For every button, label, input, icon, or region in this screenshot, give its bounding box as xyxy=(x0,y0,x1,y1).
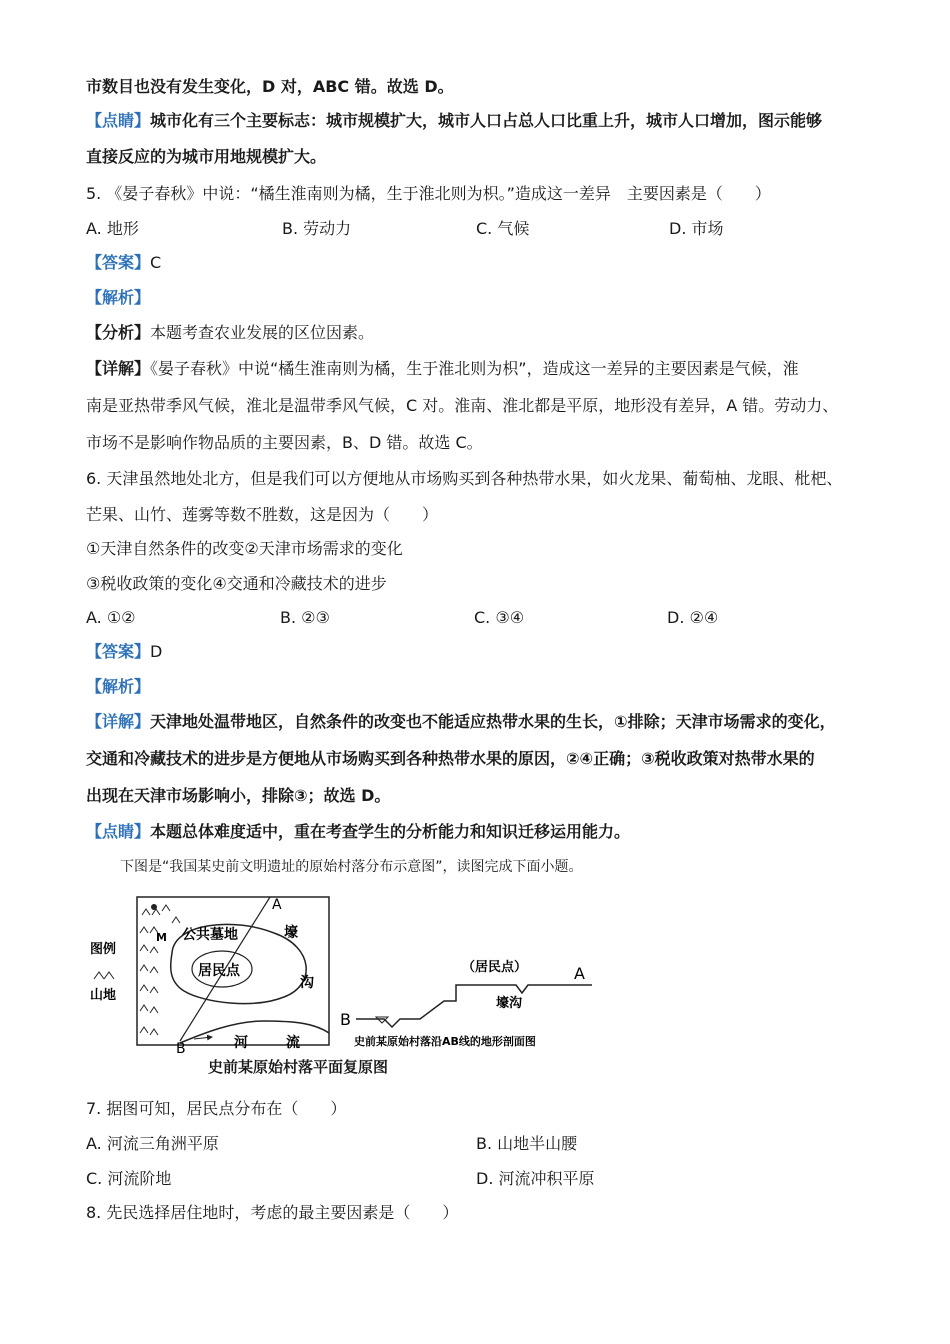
q5-fenxi xyxy=(86,322,374,344)
label-river-1: 河 xyxy=(234,1035,248,1051)
q6-answer xyxy=(86,641,162,663)
tag-detail: 【详解】 xyxy=(86,712,151,731)
tag-answer: 【答案】 xyxy=(86,253,151,272)
detail-text: 天津地处温带地区，自然条件的改变也不能适应热带水果的生长，①排除；天津市场需求的变化， xyxy=(150,712,836,731)
q6-option-b: B. ②③ xyxy=(280,608,330,627)
question-6: 6. 天津虽然地处北方，但是我们可以方便地从市场购买到各种热带水果，如火龙果、葡萄柚、龙眼、枇杷、 xyxy=(86,469,843,488)
q6-option-c: C. ③④ xyxy=(474,608,525,627)
question-6-cont: 芒果、山竹、莲雾等数不胜数，这是因为（ ） xyxy=(86,505,439,524)
question-8: 8. 先民选择居住地时，考虑的最主要因素是（ ） xyxy=(86,1203,459,1222)
q7-option-b: B. 山地半山腰 xyxy=(476,1134,578,1153)
q6-analysis-tag: 【解析】 xyxy=(86,677,151,696)
q5-detail-2: 南是亚热带季风气候，淮北是温带季风气候，C 对。淮南、淮北都是平原，地形没有差异，A 错。劳动力、 xyxy=(86,396,839,415)
q5-option-b: B. 劳动力 xyxy=(282,219,352,238)
q6-comment xyxy=(86,821,630,843)
label-river-2: 流 xyxy=(286,1035,300,1051)
label-settlement: 居民点 xyxy=(198,963,240,979)
village-map xyxy=(84,893,604,1053)
q6-detail-2: 交通和冷藏技术的进步是方便地从市场购买到各种热带水果的原因，②④正确；③税收政策对热带水果的 xyxy=(86,749,815,768)
answer-value: D xyxy=(150,642,163,661)
tag-fenxi: 【分析】 xyxy=(86,323,151,342)
legend-title: 图例 xyxy=(90,942,117,957)
answer-value: C xyxy=(150,253,162,272)
profile-settlement-label: （居民点） xyxy=(462,960,528,975)
q5-detail-1 xyxy=(86,358,799,380)
text-line-1: 市数目也没有发生变化，D 对，ABC 错。故选 D。 xyxy=(86,77,454,96)
q6-option-a: A. ①② xyxy=(86,608,136,627)
river-flow-arrow xyxy=(194,1037,212,1039)
q5-detail-3: 市场不是影响作物品质的主要因素，B、D 错。故选 C。 xyxy=(86,433,483,452)
label-trench: 壕 xyxy=(284,925,298,941)
profile-point-a: A xyxy=(574,964,585,983)
q5-answer xyxy=(86,252,161,274)
q7-option-d: D. 河流冲积平原 xyxy=(476,1169,595,1188)
figure-intro: 下图是“我国某史前文明遗址的原始村落分布示意图”，读图完成下面小题。 xyxy=(120,859,583,875)
river xyxy=(180,1021,329,1043)
mountain-icons xyxy=(140,905,180,1035)
q7-option-a: A. 河流三角洲平原 xyxy=(86,1134,219,1153)
point-a: A xyxy=(272,897,282,913)
comment-text: 城市化有三个主要标志：城市规模扩大，城市人口占总人口比重上升，城市人口增加，图示能够 xyxy=(150,111,823,130)
profile-trench-label: 壕沟 xyxy=(496,996,523,1011)
q6-statement-2: ③税收政策的变化④交通和冷藏技术的进步 xyxy=(86,574,387,593)
label-cemetery: 公共墓地 xyxy=(182,927,238,943)
q6-detail-1 xyxy=(86,711,836,733)
question-5: 5. 《晏子春秋》中说：“橘生淮南则为橘，生于淮北则为枳。”造成这一差异 主要因素是（ ） xyxy=(86,184,771,203)
comment-line xyxy=(86,110,822,132)
figure xyxy=(84,893,604,1083)
comment-text: 本题总体难度适中，重在考查学生的分析能力和知识迁移运用能力。 xyxy=(150,822,631,841)
profile-line xyxy=(356,985,592,1027)
question-7: 7. 据图可知，居民点分布在（ ） xyxy=(86,1099,347,1118)
profile-caption: 史前某原始村落沿AB线的地形剖面图 xyxy=(354,1035,536,1048)
text-line-3: 直接反应的为城市用地规模扩大。 xyxy=(86,147,327,166)
label-ditch: 沟 xyxy=(300,975,314,991)
q5-analysis-tag: 【解析】 xyxy=(86,288,151,307)
fenxi-text: 本题考查农业发展的区位因素。 xyxy=(150,323,375,342)
q6-option-d: D. ②④ xyxy=(667,608,719,627)
tag-answer: 【答案】 xyxy=(86,642,151,661)
q7-option-c: C. 河流阶地 xyxy=(86,1169,172,1188)
q6-detail-3: 出现在天津市场影响小，排除③；故选 D。 xyxy=(86,786,391,805)
point-b: B xyxy=(176,1041,186,1053)
tag-detail: 【详解】 xyxy=(86,359,151,378)
tag-dianjing: 【点睛】 xyxy=(86,822,151,841)
tag-dianjing: 【点睛】 xyxy=(86,111,151,130)
mountain-legend-icon xyxy=(94,972,114,979)
q5-option-d: D. 市场 xyxy=(669,219,724,238)
legend-mountain: 山地 xyxy=(90,988,117,1003)
figure-caption: 史前某原始村落平面复原图 xyxy=(208,1058,389,1076)
q5-option-a: A. 地形 xyxy=(86,219,139,238)
profile-point-b: B xyxy=(340,1010,351,1029)
point-m: M xyxy=(156,931,167,944)
detail-text: 《晏子春秋》中说“橘生淮南则为橘，生于淮北则为枳”，造成这一差异的主要因素是气候，淮 xyxy=(150,359,799,378)
profile-diagram xyxy=(340,959,592,1048)
marker-dot xyxy=(151,904,157,910)
q6-statement-1: ①天津自然条件的改变②天津市场需求的变化 xyxy=(86,539,403,558)
q5-option-c: C. 气候 xyxy=(476,219,530,238)
